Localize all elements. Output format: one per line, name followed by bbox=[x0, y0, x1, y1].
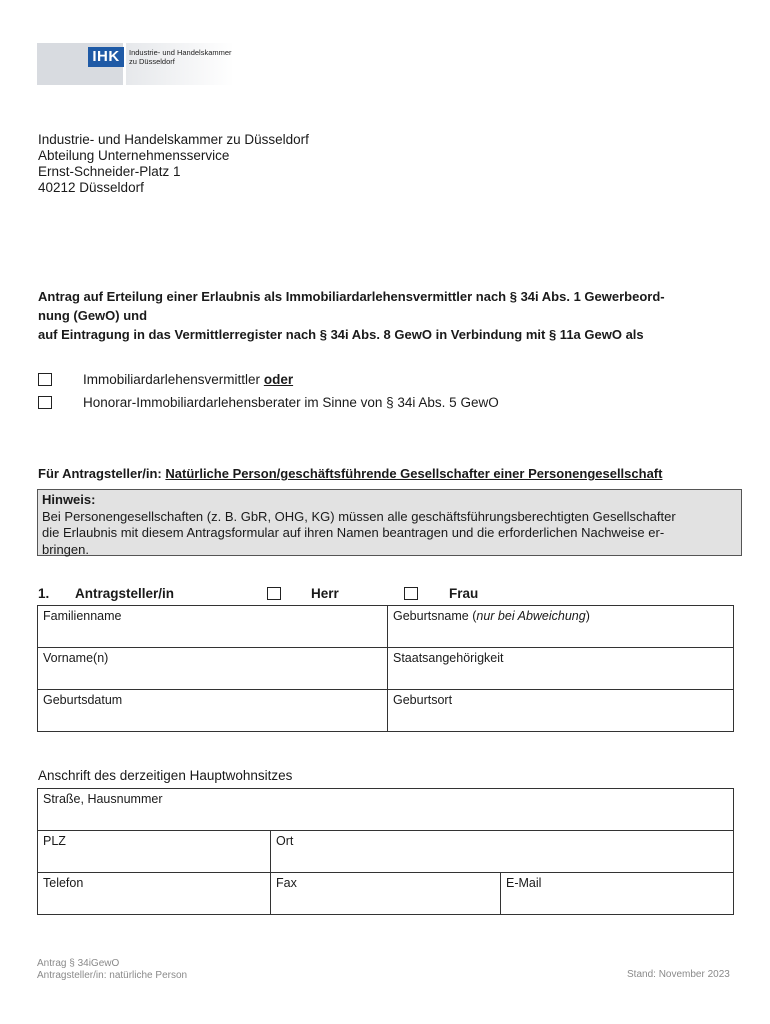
label-email: E-Mail bbox=[506, 876, 542, 890]
label-strasse: Straße, Hausnummer bbox=[43, 792, 163, 806]
field-staatsangehoerigkeit[interactable] bbox=[388, 648, 734, 690]
label-telefon: Telefon bbox=[43, 876, 84, 890]
applicant-prefix: Für Antragsteller/in: bbox=[38, 466, 162, 481]
personal-data-table bbox=[37, 605, 734, 732]
form-title bbox=[38, 287, 738, 344]
applicant-type: Natürliche Person/geschäftsführende Gesellschafter einer Personengesellschaft bbox=[165, 466, 663, 481]
field-strasse[interactable] bbox=[38, 789, 734, 831]
footer-form-variant: Antragsteller/in: natürliche Person bbox=[37, 970, 188, 981]
residence-table bbox=[37, 788, 734, 915]
label-staatsangehoerigkeit: Staatsangehörigkeit bbox=[393, 651, 504, 665]
field-plz[interactable] bbox=[38, 831, 271, 873]
checkbox-berater[interactable] bbox=[38, 396, 52, 409]
footer-date: Stand: November 2023 bbox=[627, 969, 730, 980]
residence-heading: Anschrift des derzeitigen Hauptwohnsitzes bbox=[38, 768, 293, 783]
label-vorname: Vorname(n) bbox=[43, 651, 109, 665]
notice-label: Hinweis: bbox=[42, 492, 96, 507]
title-line-3: auf Eintragung in das Vermittlerregister nach § 34i Abs. 8 GewO in Verbindung mit § 11a GewO als bbox=[38, 327, 644, 342]
checkbox-vermittler[interactable] bbox=[38, 373, 52, 386]
notice-box bbox=[37, 489, 742, 556]
logo-line-2: zu Düsseldorf bbox=[129, 57, 175, 66]
logo-line-1: Industrie- und Handelskammer bbox=[129, 48, 232, 57]
label-familienname: Familienname bbox=[43, 609, 122, 623]
field-geburtsort[interactable] bbox=[388, 690, 734, 732]
applicant-heading bbox=[38, 466, 662, 481]
address-line: Industrie- und Handelskammer zu Düsseldorf bbox=[38, 132, 309, 147]
label-geburtsort: Geburtsort bbox=[393, 693, 453, 707]
section-title: Antragsteller/in bbox=[75, 586, 175, 601]
section-number: 1. bbox=[38, 586, 50, 601]
notice-line-1: Bei Personengesellschaften (z. B. GbR, OHG, KG) müssen alle geschäftsführungsberechtigten Gesellschafter bbox=[42, 508, 676, 524]
address-line: 40212 Düsseldorf bbox=[38, 180, 144, 195]
footer-left bbox=[37, 958, 187, 982]
label-frau: Frau bbox=[449, 586, 479, 601]
logo-text bbox=[129, 48, 232, 66]
field-ort[interactable] bbox=[271, 831, 734, 873]
ihk-logo: IHK bbox=[88, 47, 124, 67]
option-or: oder bbox=[263, 372, 294, 387]
checkbox-herr[interactable] bbox=[267, 587, 281, 600]
label-plz: PLZ bbox=[43, 834, 66, 848]
recipient-address bbox=[38, 132, 309, 196]
footer-form-id: Antrag § 34iGewO bbox=[37, 958, 120, 969]
label-ort: Ort bbox=[276, 834, 294, 848]
field-fax[interactable] bbox=[271, 873, 501, 915]
checkbox-frau[interactable] bbox=[404, 587, 418, 600]
label-geburtsname: Geburtsname ( bbox=[393, 609, 477, 623]
label-herr: Herr bbox=[311, 586, 339, 601]
option-vermittler-label bbox=[83, 372, 293, 387]
label-fax: Fax bbox=[276, 876, 297, 890]
field-geburtsdatum[interactable] bbox=[38, 690, 388, 732]
notice-line-2: die Erlaubnis mit diesem Antragsformular auf ihren Namen beantragen und die erforderlichen Nachweise er- bbox=[42, 525, 665, 540]
field-telefon[interactable] bbox=[38, 873, 271, 915]
title-line-2: nung (GewO) und bbox=[38, 308, 148, 323]
field-familienname[interactable] bbox=[38, 606, 388, 648]
option-berater-label: Honorar-Immobiliardarlehensberater im Sinne von § 34i Abs. 5 GewO bbox=[83, 395, 499, 410]
field-geburtsname[interactable] bbox=[388, 606, 734, 648]
field-email[interactable] bbox=[501, 873, 734, 915]
label-geburtsname-end: ) bbox=[585, 609, 590, 623]
field-vorname[interactable] bbox=[38, 648, 388, 690]
label-geburtsdatum: Geburtsdatum bbox=[43, 693, 123, 707]
notice-line-3: bringen. bbox=[42, 541, 89, 557]
title-line-1: Antrag auf Erteilung einer Erlaubnis als Immobiliardarlehensvermittler nach § 34i Abs. 1 Gewerbeord- bbox=[38, 289, 665, 304]
label-geburtsname-note: nur bei Abweichung bbox=[476, 609, 586, 623]
address-line: Ernst-Schneider-Platz 1 bbox=[38, 164, 181, 179]
address-line: Abteilung Unternehmensservice bbox=[38, 148, 230, 163]
option-vermittler-text: Immobiliardarlehensvermittler bbox=[83, 372, 261, 387]
